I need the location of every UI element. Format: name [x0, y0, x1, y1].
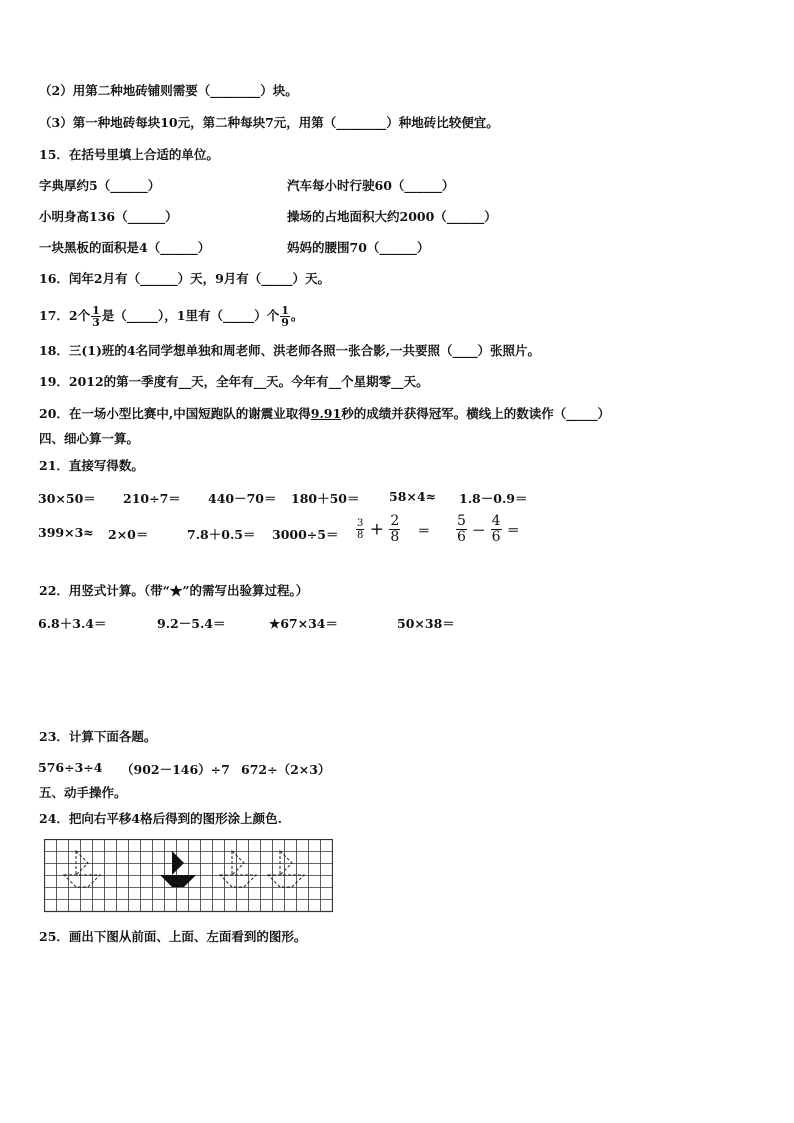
- dashed-boat-1: [64, 851, 100, 887]
- numerator: 3: [357, 518, 364, 529]
- filled-boat: [160, 851, 196, 887]
- translation-grid-figure: [44, 839, 333, 913]
- q23-title: 23．计算下面各题。: [39, 729, 157, 744]
- fraction: [491, 514, 502, 545]
- q23-expression: 672÷（2×3）: [241, 762, 331, 777]
- q15-item-5: 一块黑板的面积是4（______）: [39, 240, 211, 255]
- q15-item-4: 操场的占地面积大约2000（______）: [287, 209, 497, 224]
- section-4-heading: 四、细心算一算。: [39, 431, 140, 446]
- q17-part-a: 17．2个: [39, 308, 91, 323]
- q14-part3: （3）第一种地砖每块10元，第二种每块7元，用第（________）种地砖比较便宜。: [39, 115, 499, 130]
- q15-item-2: 汽车每小时行驶60（______）: [287, 178, 455, 193]
- q17-fraction-2: [280, 305, 290, 328]
- q19-text: 19．2012的第一季度有__天，全年有__天。今年有__个星期零__天。: [39, 374, 429, 389]
- denominator: 8: [357, 530, 364, 541]
- q16-text: 16．闰年2月有（______）天，9月有（_____）天。: [39, 271, 331, 286]
- denominator: 8: [390, 529, 400, 545]
- q17-fraction-1: [91, 305, 101, 328]
- fraction: [456, 514, 467, 545]
- numerator: 4: [491, 513, 501, 529]
- q23-expression: 576÷3÷4: [38, 760, 103, 775]
- q23-row: [0, 760, 794, 776]
- q21-expression: 399×3≈: [38, 525, 94, 540]
- q15-item-6: 妈妈的腰围70（______）: [287, 240, 430, 255]
- q17-part-c: 。: [290, 308, 304, 323]
- q23-expression: （902－146）÷7: [121, 762, 230, 777]
- q21-expression: 440－70＝: [208, 491, 277, 506]
- q24-title: 24．把向右平移4格后得到的图形涂上颜色.: [39, 811, 282, 826]
- dashed-boat-2: [220, 851, 256, 887]
- q17-fraction-2-numerator: 1: [281, 304, 289, 317]
- minus-sign: －: [472, 524, 486, 539]
- q17-text: [39, 305, 303, 328]
- plus-sign: +: [369, 519, 384, 540]
- q25-title: 25．画出下图从前面、上面、左面看到的图形。: [39, 929, 307, 944]
- fraction: [389, 514, 400, 545]
- q17-fraction-1-numerator: 1: [92, 304, 100, 317]
- q20-part-b: 秒的成绩并获得冠军。横线上的数读作（_____）: [341, 406, 610, 421]
- q21-expression: 3000÷5＝: [272, 527, 339, 542]
- q22-expression: 50×38＝: [397, 616, 455, 631]
- q21-expression: 2×0＝: [108, 527, 149, 542]
- q21-fraction-expression-b: [455, 514, 519, 545]
- q22-row: [0, 614, 794, 630]
- q14-part2: （2）用第二种地砖铺则需要（________）块。: [39, 83, 298, 98]
- q21-expression: 30×50＝: [38, 491, 96, 506]
- q21-expression: 210÷7＝: [123, 491, 181, 506]
- q21-expression: 1.8－0.9＝: [459, 491, 528, 506]
- fraction: [356, 518, 364, 541]
- q15-title: 15．在括号里填上合适的单位。: [39, 147, 219, 162]
- denominator: 6: [491, 529, 501, 545]
- q21-row-1: [0, 489, 794, 505]
- q22-expression: 9.2－5.4＝: [157, 616, 226, 631]
- q15-item-1: 字典厚约5（______）: [39, 178, 161, 193]
- equals-sign: ＝: [417, 522, 431, 538]
- q20-part-a: 20．在一场小型比赛中,中国短跑队的谢震业取得: [39, 406, 311, 421]
- q22-expression: 6.8＋3.4＝: [38, 616, 107, 631]
- q21-title: 21．直接写得数。: [39, 458, 144, 473]
- numerator: 2: [390, 513, 400, 529]
- denominator: 6: [457, 529, 466, 545]
- q20-text: [39, 406, 610, 422]
- dashed-boat-3: [268, 851, 304, 887]
- q18-text: 18．三(1)班的4名同学想单独和周老师、洪老师各照一张合影,一共要照（____）张照片。: [39, 343, 540, 358]
- q17-fraction-2-denominator: 9: [281, 316, 289, 329]
- q22-expression: ★67×34＝: [269, 616, 338, 631]
- q21-expression: 180＋50＝: [291, 491, 360, 506]
- equals-sign: ＝: [506, 522, 520, 538]
- q20-underlined-number: 9.91: [310, 406, 342, 421]
- q21-expression: 7.8＋0.5＝: [187, 527, 256, 542]
- q21-fraction-expression-a: [355, 514, 430, 545]
- q17-part-b: 是（_____），1里有（_____）个: [101, 308, 280, 323]
- q15-item-3: 小明身高136（______）: [39, 209, 178, 224]
- q21-expression: 58×4≈: [389, 489, 437, 504]
- q17-fraction-1-denominator: 3: [92, 316, 100, 329]
- q22-title: 22．用竖式计算。（带“★”的需写出验算过程。）: [39, 583, 309, 598]
- numerator: 5: [457, 513, 466, 529]
- section-5-heading: 五、动手操作。: [39, 785, 127, 800]
